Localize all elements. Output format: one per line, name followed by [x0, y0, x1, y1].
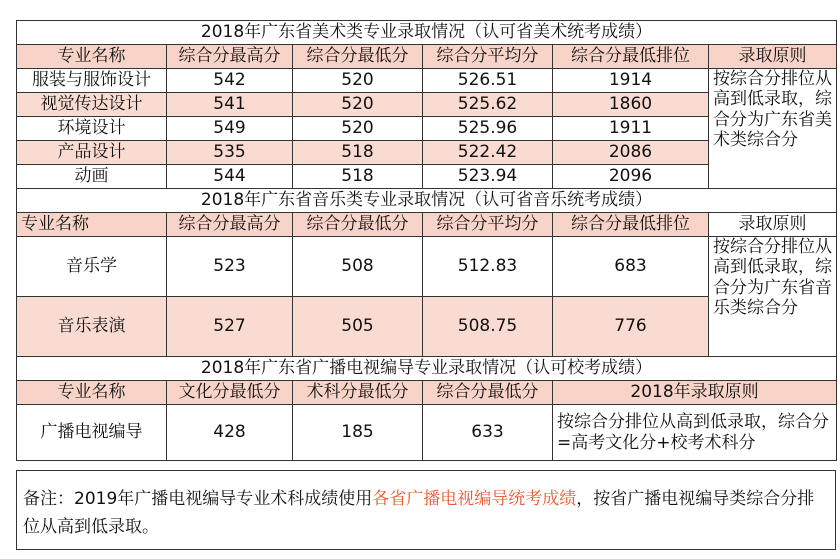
header-avg: 综合分平均分 — [423, 45, 553, 69]
avg-score: 508.75 — [423, 297, 553, 357]
major-name: 音乐学 — [17, 237, 167, 297]
skill-min-score: 185 — [293, 405, 423, 461]
min-rank: 776 — [553, 297, 709, 357]
min-rank: 1860 — [553, 93, 709, 117]
art-title-row — [17, 21, 837, 45]
broadcast-section-title: 2018年广东省广播电视编导专业录取情况（认可校考成绩） — [17, 357, 837, 381]
max-score: 527 — [167, 297, 293, 357]
header-min: 综合分最低分 — [293, 213, 423, 237]
min-score: 508 — [293, 237, 423, 297]
avg-score: 523.94 — [423, 165, 553, 189]
min-score: 520 — [293, 69, 423, 93]
admission-table — [16, 20, 837, 461]
table-row — [17, 69, 837, 93]
major-name: 服装与服饰设计 — [17, 69, 167, 93]
max-score: 535 — [167, 141, 293, 165]
header-culture-min: 文化分最低分 — [167, 381, 293, 405]
avg-score: 526.51 — [423, 69, 553, 93]
min-rank: 1911 — [553, 117, 709, 141]
major-name: 广播电视编导 — [17, 405, 167, 461]
art-principle: 按综合分排位从高到低录取，综合分为广东省美术类综合分 — [709, 69, 837, 189]
major-name: 环境设计 — [17, 117, 167, 141]
header-major: 专业名称 — [17, 381, 167, 405]
min-score: 520 — [293, 93, 423, 117]
min-rank: 2086 — [553, 141, 709, 165]
music-principle: 按综合分排位从高到低录取，综合分为广东省音乐类综合分 — [709, 237, 837, 357]
music-section-title: 2018年广东省音乐类专业录取情况（认可省音乐统考成绩） — [17, 189, 837, 213]
broadcast-title-row — [17, 357, 837, 381]
header-principle: 2018年录取原则 — [553, 381, 837, 405]
max-score: 544 — [167, 165, 293, 189]
header-avg: 综合分平均分 — [423, 213, 553, 237]
culture-min-score: 428 — [167, 405, 293, 461]
art-header-row — [17, 45, 837, 69]
header-principle: 录取原则 — [709, 45, 837, 69]
max-score: 541 — [167, 93, 293, 117]
table-row — [17, 237, 837, 297]
major-name: 产品设计 — [17, 141, 167, 165]
max-score: 549 — [167, 117, 293, 141]
remark-note — [16, 470, 836, 550]
header-rank: 综合分最低排位 — [553, 213, 709, 237]
major-name: 动画 — [17, 165, 167, 189]
min-rank: 683 — [553, 237, 709, 297]
header-principle: 录取原则 — [709, 213, 837, 237]
header-min: 综合分最低分 — [293, 45, 423, 69]
header-skill-min: 术科分最低分 — [293, 381, 423, 405]
header-rank: 综合分最低排位 — [553, 45, 709, 69]
avg-score: 512.83 — [423, 237, 553, 297]
min-score: 518 — [293, 141, 423, 165]
header-major: 专业名称 — [17, 45, 167, 69]
music-header-row — [17, 213, 837, 237]
composite-min-score: 633 — [423, 405, 553, 461]
max-score: 523 — [167, 237, 293, 297]
min-score: 520 — [293, 117, 423, 141]
min-score: 505 — [293, 297, 423, 357]
note-highlight: 各省广播电视编导统考成绩 — [372, 489, 577, 509]
major-name: 视觉传达设计 — [17, 93, 167, 117]
music-title-row — [17, 189, 837, 213]
avg-score: 522.42 — [423, 141, 553, 165]
header-max: 综合分最高分 — [167, 45, 293, 69]
header-composite-min: 综合分最低分 — [423, 381, 553, 405]
table-row — [17, 405, 837, 461]
min-rank: 2096 — [553, 165, 709, 189]
art-section-title: 2018年广东省美术类专业录取情况（认可省美术统考成绩） — [17, 21, 837, 45]
major-name: 音乐表演 — [17, 297, 167, 357]
avg-score: 525.96 — [423, 117, 553, 141]
avg-score: 525.62 — [423, 93, 553, 117]
broadcast-header-row — [17, 381, 837, 405]
note-suffix: ，按省广播电视编导类综合分排位从高到低录取。 — [23, 489, 815, 537]
broadcast-principle: 按综合分排位从高到低录取，综合分=高考文化分+校考术科分 — [553, 405, 837, 461]
note-prefix: 备注：2019年广播电视编导专业术科成绩使用 — [23, 489, 373, 509]
min-score: 518 — [293, 165, 423, 189]
min-rank: 1914 — [553, 69, 709, 93]
header-major: 专业名称 — [17, 213, 167, 237]
max-score: 542 — [167, 69, 293, 93]
header-max: 综合分最高分 — [167, 213, 293, 237]
